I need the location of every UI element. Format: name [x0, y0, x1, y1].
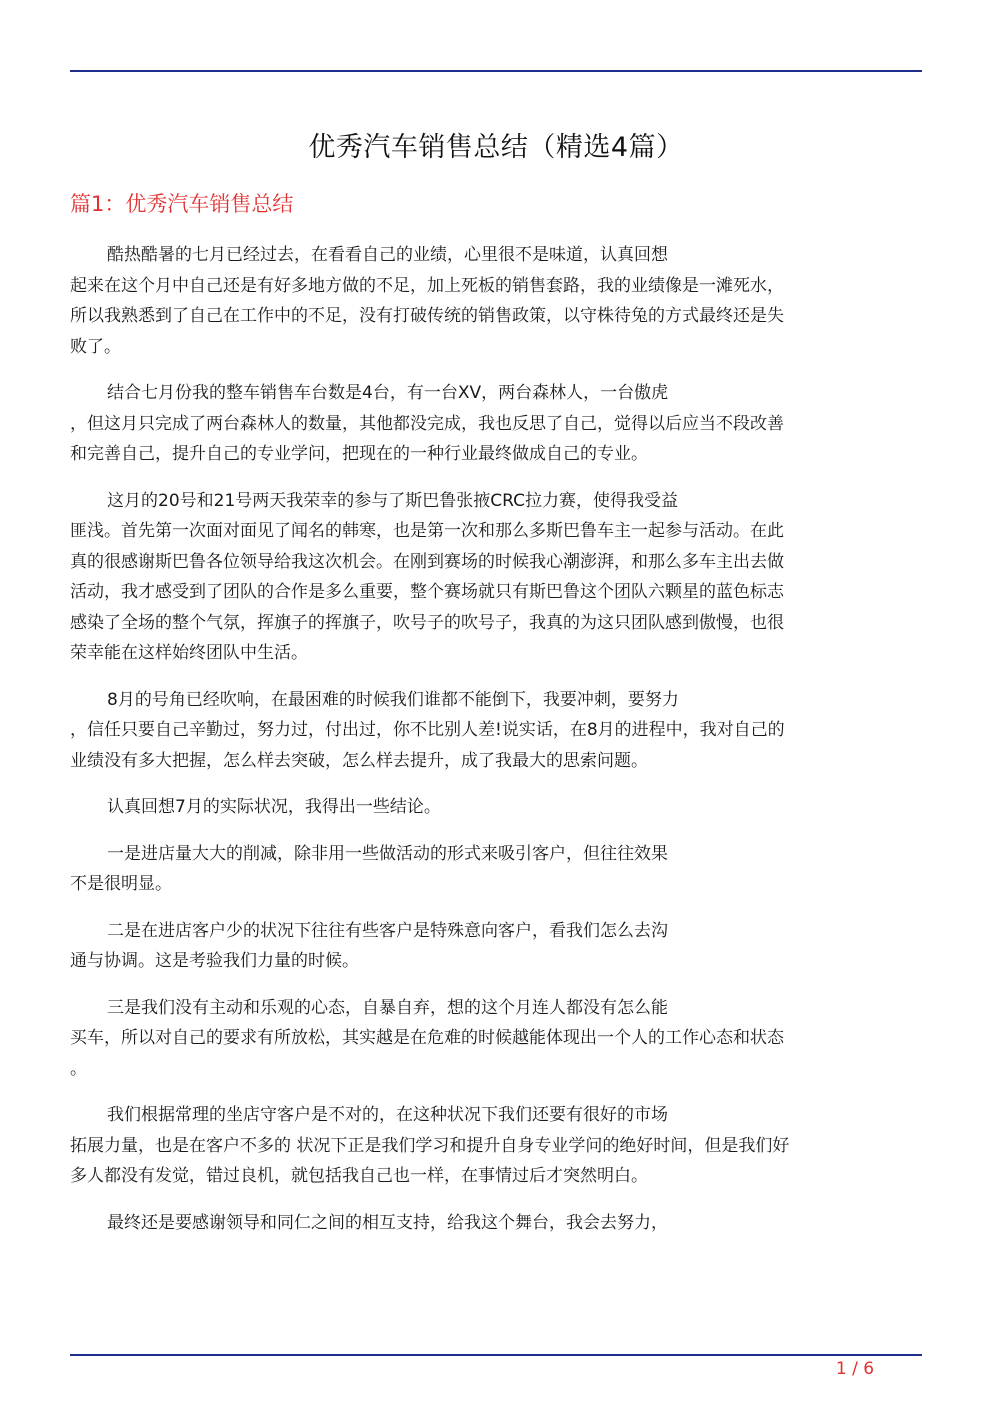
paragraph-line: 起来在这个月中自己还是有好多地方做的不足，加上死板的销售套路，我的业绩像是一滩死水， [70, 275, 784, 296]
paragraph-line: 最终还是要感谢领导和同仁之间的相互支持，给我这个舞台，我会去努力， [107, 1212, 668, 1233]
body-paragraph [70, 378, 920, 470]
paragraph-line: 二是在进店客户少的状况下往往有些客户是特殊意向客户，看我们怎么去沟 [107, 920, 668, 941]
body-paragraph [70, 1100, 920, 1192]
body-paragraph [70, 486, 920, 669]
section-heading: 篇1：优秀汽车销售总结 [70, 192, 294, 216]
document-body [70, 240, 920, 1254]
paragraph-line: 。 [70, 1058, 87, 1079]
footer-rule [70, 1354, 922, 1356]
header-rule [70, 70, 922, 72]
paragraph-line: 荣幸能在这样始终团队中生活。 [70, 643, 308, 663]
paragraph-line: 8月的号角已经吹响，在最困难的时候我们谁都不能倒下，我要冲刺，要努力 [107, 689, 679, 710]
paragraph-line: 一是进店量大大的削减，除非用一些做活动的形式来吸引客户，但往往效果 [107, 843, 668, 864]
paragraph-line: 认真回想7月的实际状况，我得出一些结论。 [107, 797, 441, 817]
paragraph-line: 拓展力量，也是在客户不多的 状况下正是我们学习和提升自身专业学问的绝好时间，但是我们好 [70, 1135, 790, 1156]
body-paragraph [70, 240, 920, 362]
paragraph-line: 结合七月份我的整车销售车台数是4台，有一台XV，两台森林人，一台傲虎 [107, 383, 669, 403]
paragraph-line: 败了。 [70, 336, 121, 357]
body-paragraph [70, 993, 920, 1085]
paragraph-line: 通与协调。这是考验我们力量的时候。 [70, 951, 359, 971]
paragraph-line: 真的很感谢斯巴鲁各位领导给我这次机会。在刚到赛场的时候我心潮澎湃，和那么多车主出去做 [70, 551, 784, 572]
body-paragraph [70, 1208, 920, 1239]
body-paragraph [70, 916, 920, 977]
paragraph-line: ，但这月只完成了两台森林人的数量，其他都没完成，我也反思了自己，觉得以后应当不段改善 [70, 413, 784, 434]
paragraph-line: 三是我们没有主动和乐观的心态，自暴自弃，想的这个月连人都没有怎么能 [107, 997, 668, 1018]
paragraph-line: ，信任只要自己辛勤过，努力过，付出过，你不比别人差!说实话，在8月的进程中，我对自己的 [70, 720, 785, 740]
paragraph-line: 和完善自己，提升自己的专业学问，把现在的一种行业最终做成自己的专业。 [70, 444, 648, 464]
paragraph-line: 感染了全场的整个气氛，挥旗子的挥旗子，吹号子的吹号子，我真的为这只团队感到傲慢，也很 [70, 612, 784, 633]
paragraph-line: 这月的20号和21号两天我荣幸的参与了斯巴鲁张掖CRC拉力赛，使得我受益 [107, 490, 678, 511]
paragraph-line: 活动，我才感受到了团队的合作是多么重要，整个赛场就只有斯巴鲁这个团队六颗星的蓝色标志 [70, 582, 784, 602]
paragraph-line: 不是很明显。 [70, 874, 172, 894]
page-indicator: 1 / 6 [835, 1359, 875, 1379]
body-paragraph [70, 839, 920, 900]
paragraph-line: 匪浅。首先第一次面对面见了闻名的韩寒，也是第一次和那么多斯巴鲁车主一起参与活动。在此 [70, 521, 784, 541]
document-title: 优秀汽车销售总结（精选4篇） [308, 132, 684, 163]
paragraph-line: 我们根据常理的坐店守客户是不对的，在这种状况下我们还要有很好的市场 [107, 1105, 668, 1125]
paragraph-line: 买车，所以对自己的要求有所放松，其实越是在危难的时候越能体现出一个人的工作心态和状态 [70, 1028, 784, 1048]
body-paragraph [70, 685, 920, 777]
body-paragraph [70, 792, 920, 823]
paragraph-line: 所以我熟悉到了自己在工作中的不足，没有打破传统的销售政策，以守株待兔的方式最终还是失 [70, 306, 784, 326]
paragraph-line: 业绩没有多大把握，怎么样去突破，怎么样去提升，成了我最大的思索问题。 [70, 750, 648, 771]
paragraph-line: 酷热酷暑的七月已经过去，在看看自己的业绩，心里很不是味道，认真回想 [107, 245, 668, 265]
paragraph-line: 多人都没有发觉，错过良机，就包括我自己也一样，在事情过后才突然明白。 [70, 1166, 648, 1186]
